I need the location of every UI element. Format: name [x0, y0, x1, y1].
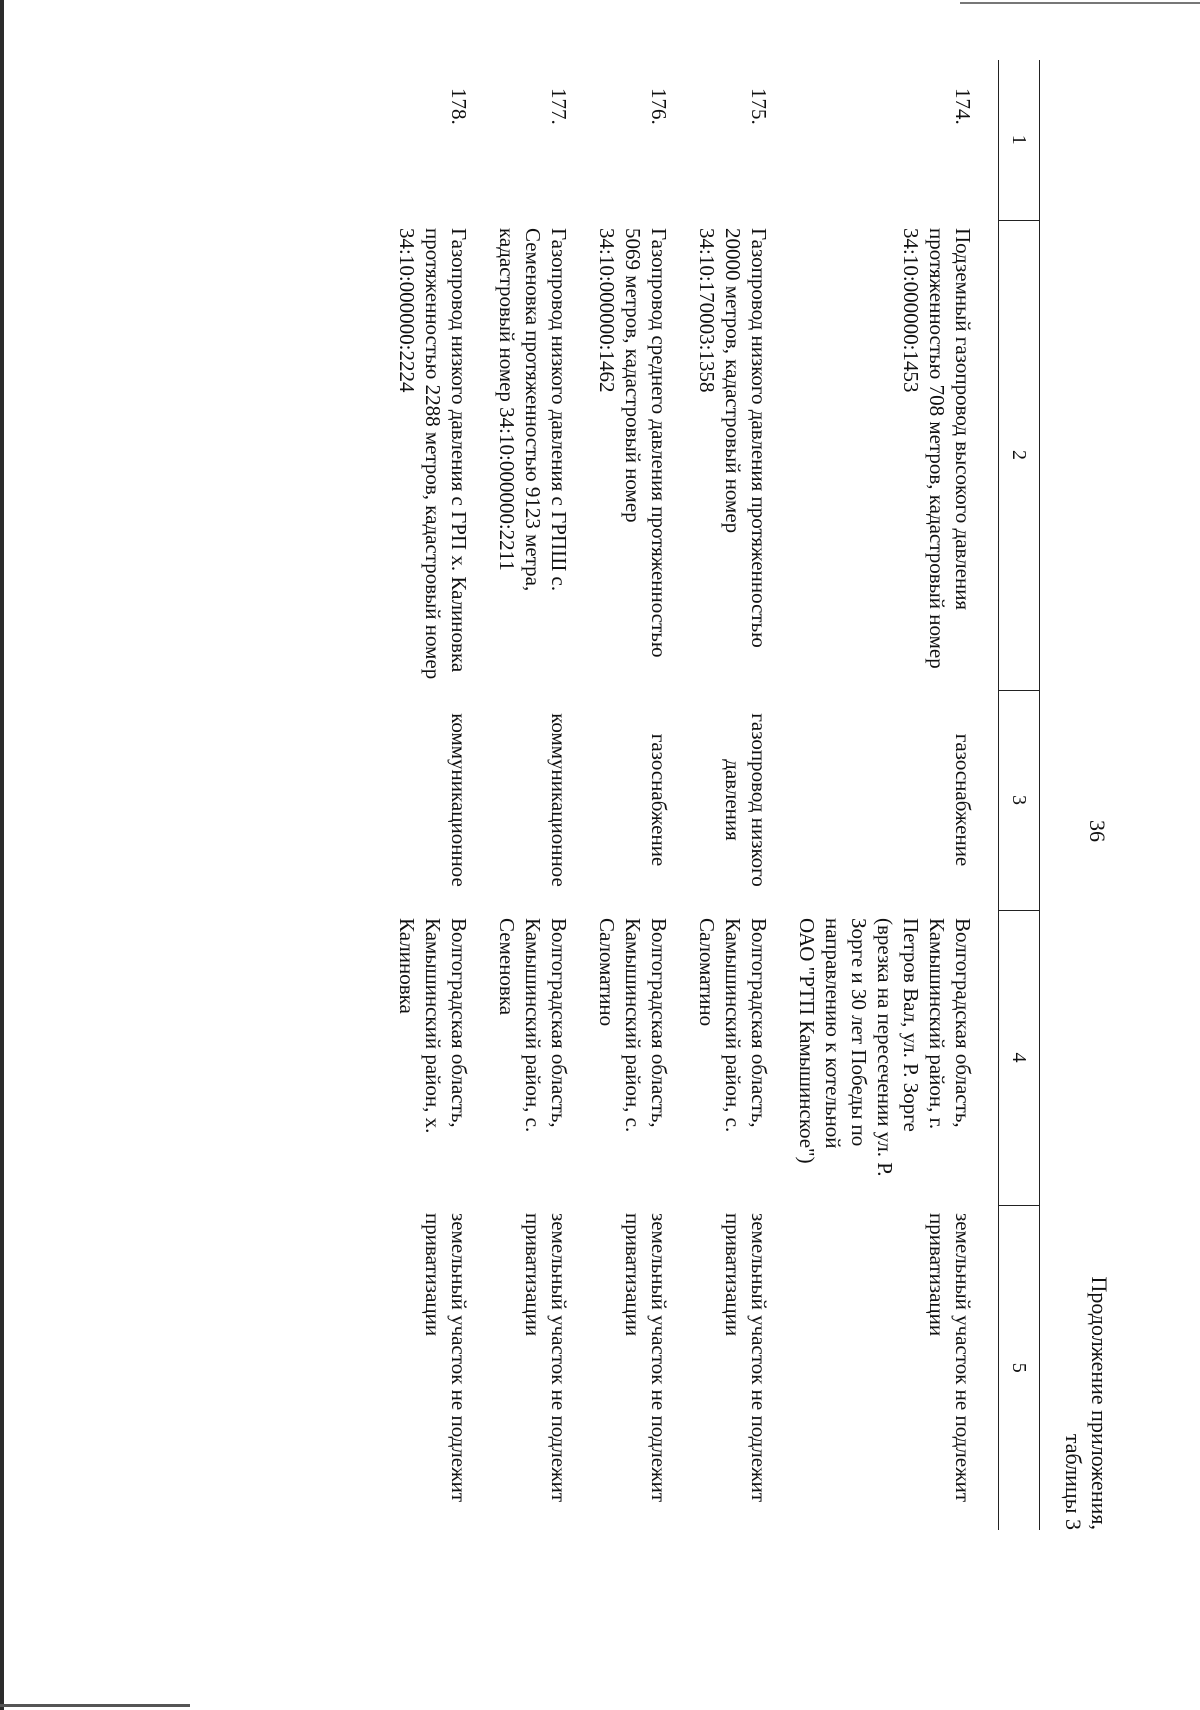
continuation-heading [1060, 1277, 1112, 1530]
table-header-row [999, 60, 1040, 1530]
object-purpose: коммуникационное [547, 713, 571, 887]
object-description: Газопровод среднего давления протяженностью 5069 метров, кадастровый номер 34:10:000000:1462 [595, 228, 671, 658]
scan-edge-bottom [0, 1704, 190, 1707]
header-col-5: 5 [999, 1205, 1040, 1530]
scan-edge-left [0, 0, 4, 1710]
object-address: Волгоградская область, Камышинский район, с. Саломатино [595, 918, 671, 1133]
table-row [494, 60, 594, 1530]
continuation-line-2: таблицы 3 [1061, 1433, 1086, 1530]
table-row [694, 60, 794, 1530]
object-address: Волгоградская область, Камышинский район, г. Петров Вал, ул. Р. Зорге (врезка на пересечении ул. Р. Зорге и 30 лет Победы по направлению к котельной ОАО "РТП Камышинское") [795, 918, 975, 1177]
row-number: 176. [647, 88, 671, 125]
table-row [394, 60, 494, 1530]
object-description: Газопровод низкого давления с ГРПШ с. Семеновка протяженностью 9123 метра, кадастровый номер 34:10:000000:2211 [495, 228, 571, 592]
object-purpose: газоснабжение [647, 733, 671, 867]
object-purpose: коммуникационное [447, 713, 471, 887]
object-note: земельный участок не подлежит приватизации [521, 1213, 571, 1503]
object-description: Подземный газопровод высокого давления протяженностью 708 метров, кадастровый номер 34:10:000000:1453 [899, 228, 975, 669]
object-description: Газопровод низкого давления протяженностью 20000 метров, кадастровый номер 34:10:170003:1358 [695, 228, 771, 648]
header-col-4: 4 [999, 910, 1040, 1205]
continuation-line-1: Продолжение приложения, [1087, 1276, 1112, 1530]
object-note: земельный участок не подлежит приватизации [621, 1213, 671, 1503]
object-address: Волгоградская область, Камышинский район, с. Семеновка [495, 918, 571, 1133]
object-purpose: газоснабжение [951, 733, 975, 867]
page-number: 36 [1085, 820, 1110, 842]
table-row [794, 60, 999, 1530]
header-col-1: 1 [999, 60, 1040, 220]
rotated-document-page [80, 30, 1130, 1570]
object-note: земельный участок не подлежит приватизации [925, 1213, 975, 1503]
row-number: 178. [447, 88, 471, 125]
scan-edge-top [960, 2, 1200, 4]
header-col-2: 2 [999, 220, 1040, 690]
object-note: земельный участок не подлежит приватизации [421, 1213, 471, 1503]
object-description: Газопровод низкого давления с ГРП х. Калиновка протяженностью 2288 метров, кадастровый номер 34:10:000000:2224 [395, 228, 471, 680]
row-number: 174. [951, 88, 975, 125]
object-address: Волгоградская область, Камышинский район, х. Калиновка [395, 918, 471, 1134]
header-col-3: 3 [999, 690, 1040, 910]
object-address: Волгоградская область, Камышинский район, с. Саломатино [695, 918, 771, 1133]
table-row [594, 60, 694, 1530]
object-note: земельный участок не подлежит приватизации [721, 1213, 771, 1503]
row-number: 175. [747, 88, 771, 125]
objects-table [394, 60, 1040, 1530]
row-number: 177. [547, 88, 571, 125]
object-purpose: газопровод низкого давления [721, 713, 771, 887]
